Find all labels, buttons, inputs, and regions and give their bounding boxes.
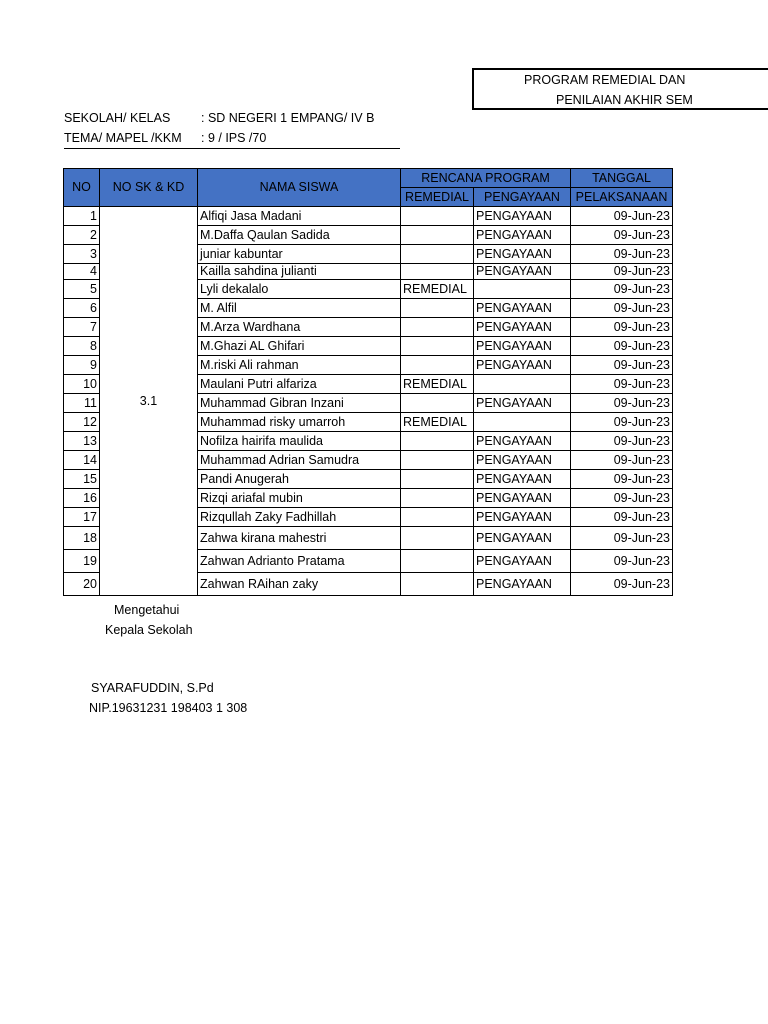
remedial-cell: REMEDIAL [401,280,474,299]
enrichment-cell: PENGAYAAN [474,394,571,413]
remedial-cell [401,550,474,573]
date-cell: 09-Jun-23 [571,280,673,299]
enrichment-cell: PENGAYAAN [474,264,571,280]
remedial-cell [401,356,474,375]
student-name: Muhammad Gibran Inzani [198,394,401,413]
header-no: NO [64,169,100,207]
row-number: 17 [64,508,100,527]
date-cell: 09-Jun-23 [571,451,673,470]
principal-nip: NIP.19631231 198403 1 308 [89,701,248,715]
date-cell: 09-Jun-23 [571,573,673,596]
student-name: Pandi Anugerah [198,470,401,489]
header-name: NAMA SISWA [198,169,401,207]
remedial-cell [401,489,474,508]
date-cell: 09-Jun-23 [571,489,673,508]
row-number: 6 [64,299,100,318]
enrichment-cell: PENGAYAAN [474,245,571,264]
student-name: Alfiqi Jasa Madani [198,207,401,226]
principal-role: Kepala Sekolah [105,623,193,637]
remedial-cell [401,207,474,226]
date-cell: 09-Jun-23 [571,550,673,573]
row-number: 19 [64,550,100,573]
enrichment-cell: PENGAYAAN [474,337,571,356]
student-name: M.Daffa Qaulan Sadida [198,226,401,245]
document-title-box [472,68,768,110]
student-name: M.Arza Wardhana [198,318,401,337]
student-name: Maulani Putri alfariza [198,375,401,394]
remedial-cell [401,337,474,356]
header-plan: RENCANA PROGRAM [401,169,571,188]
student-name: Rizqi ariafal mubin [198,489,401,508]
student-name: Zahwa kirana mahestri [198,527,401,550]
enrichment-cell [474,280,571,299]
date-cell: 09-Jun-23 [571,337,673,356]
acknowledge-text: Mengetahui [114,603,180,617]
row-number: 9 [64,356,100,375]
row-number: 7 [64,318,100,337]
header-date-bottom: PELAKSANAAN [571,188,673,207]
student-name: Muhammad Adrian Samudra [198,451,401,470]
header-enrichment: PENGAYAAN [474,188,571,207]
enrichment-cell: PENGAYAAN [474,451,571,470]
date-cell: 09-Jun-23 [571,527,673,550]
enrichment-cell: PENGAYAAN [474,299,571,318]
enrichment-cell [474,413,571,432]
date-cell: 09-Jun-23 [571,318,673,337]
principal-name: SYARAFUDDIN, S.Pd [91,681,214,695]
student-name: M. Alfil [198,299,401,318]
enrichment-cell: PENGAYAAN [474,207,571,226]
remedial-cell [401,432,474,451]
student-name: M.Ghazi AL Ghifari [198,337,401,356]
date-cell: 09-Jun-23 [571,207,673,226]
document-title-line2: PENILAIAN AKHIR SEM [556,93,693,107]
date-cell: 09-Jun-23 [571,226,673,245]
remedial-table [63,168,673,596]
remedial-cell: REMEDIAL [401,413,474,432]
theme-label: TEMA/ MAPEL /KKM [64,131,182,145]
remedial-cell: REMEDIAL [401,375,474,394]
remedial-cell [401,508,474,527]
remedial-cell [401,470,474,489]
table-row [64,207,673,226]
info-underline [64,148,400,149]
remedial-cell [401,226,474,245]
date-cell: 09-Jun-23 [571,394,673,413]
row-number: 1 [64,207,100,226]
enrichment-cell: PENGAYAAN [474,470,571,489]
row-number: 10 [64,375,100,394]
row-number: 12 [64,413,100,432]
date-cell: 09-Jun-23 [571,432,673,451]
enrichment-cell: PENGAYAAN [474,573,571,596]
enrichment-cell: PENGAYAAN [474,226,571,245]
row-number: 4 [64,264,100,280]
enrichment-cell: PENGAYAAN [474,550,571,573]
row-number: 8 [64,337,100,356]
sk-kd-cell: 3.1 [100,207,198,596]
enrichment-cell [474,375,571,394]
student-name: Zahwan Adrianto Pratama [198,550,401,573]
student-name: Zahwan RAihan zaky [198,573,401,596]
date-cell: 09-Jun-23 [571,356,673,375]
remedial-cell [401,527,474,550]
student-name: juniar kabuntar [198,245,401,264]
enrichment-cell: PENGAYAAN [474,489,571,508]
remedial-cell [401,573,474,596]
date-cell: 09-Jun-23 [571,375,673,394]
student-name: Nofilza hairifa maulida [198,432,401,451]
theme-value: : 9 / IPS /70 [201,131,267,145]
row-number: 3 [64,245,100,264]
row-number: 13 [64,432,100,451]
row-number: 14 [64,451,100,470]
student-name: M.riski Ali rahman [198,356,401,375]
enrichment-cell: PENGAYAAN [474,527,571,550]
school-label: SEKOLAH/ KELAS [64,111,171,125]
row-number: 5 [64,280,100,299]
row-number: 16 [64,489,100,508]
enrichment-cell: PENGAYAAN [474,356,571,375]
remedial-cell [401,318,474,337]
row-number: 2 [64,226,100,245]
student-name: Rizqullah Zaky Fadhillah [198,508,401,527]
header-date-top: TANGGAL [571,169,673,188]
table-body [64,207,673,596]
student-name: Kailla sahdina julianti [198,264,401,280]
row-number: 18 [64,527,100,550]
date-cell: 09-Jun-23 [571,245,673,264]
school-value: : SD NEGERI 1 EMPANG/ IV B [201,111,375,125]
row-number: 20 [64,573,100,596]
enrichment-cell: PENGAYAAN [474,508,571,527]
row-number: 11 [64,394,100,413]
remedial-cell [401,451,474,470]
date-cell: 09-Jun-23 [571,470,673,489]
date-cell: 09-Jun-23 [571,508,673,527]
date-cell: 09-Jun-23 [571,413,673,432]
row-number: 15 [64,470,100,489]
header-remedial: REMEDIAL [401,188,474,207]
enrichment-cell: PENGAYAAN [474,318,571,337]
student-name: Lyli dekalalo [198,280,401,299]
remedial-cell [401,245,474,264]
remedial-cell [401,299,474,318]
remedial-cell [401,264,474,280]
date-cell: 09-Jun-23 [571,264,673,280]
student-name: Muhammad risky umarroh [198,413,401,432]
enrichment-cell: PENGAYAAN [474,432,571,451]
document-title-line1: PROGRAM REMEDIAL DAN [524,73,686,87]
remedial-cell [401,394,474,413]
header-sk-kd: NO SK & KD [100,169,198,207]
date-cell: 09-Jun-23 [571,299,673,318]
